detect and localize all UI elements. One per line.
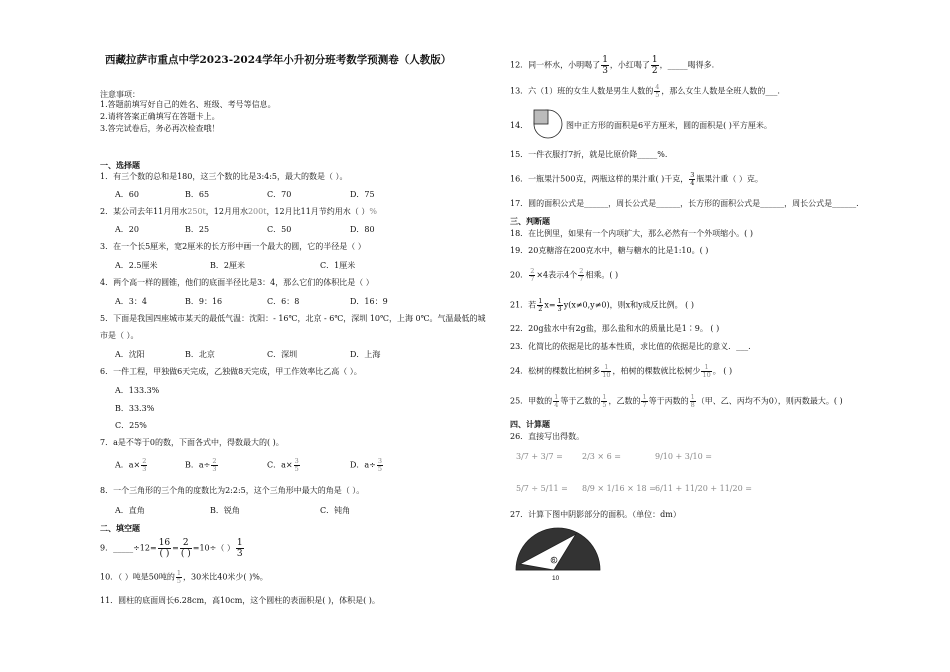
option: C．a× $\frac{3}{5}$ (267, 457, 299, 473)
figure-label-inner: 6 (552, 558, 556, 564)
question-11: 11．圆柱的底面周长6.28cm，高10cm，这个圆柱的表面积是( )，体积是( )。 (100, 596, 380, 605)
option: C．50 (267, 225, 292, 234)
fraction: $\frac{2}{3}$ (212, 457, 217, 473)
fraction: $\frac{4}{5}$ (655, 83, 660, 99)
fraction: $\frac{1}{3}$ (602, 55, 608, 76)
question-9: 9．_____÷12= $\frac{16}{( )}$ = $\frac{2}{( )}$ =10÷（ ） $\frac{1}{3}$ (100, 538, 243, 559)
section-choice: 一、选择题 (100, 160, 140, 170)
option: C．25% (115, 421, 147, 430)
question-12: 12．同一杯水，小明喝了 $\frac{1}{3}$ ，小红喝了 $\frac{1}{2}$ ，_____喝得多. (510, 55, 715, 76)
section-judge: 三、判断题 (510, 216, 550, 226)
section-calc: 四、计算题 (510, 419, 550, 429)
question-2: 2．某公司去年11月用水250t，12月用水200t，12月比11月节约用水（ ）% (100, 207, 377, 216)
question-17: 17．圆的面积公式是______，周长公式是______，长方形的面积公式是______，周长公式是______. (510, 199, 859, 208)
option: B．北京 (185, 350, 215, 359)
option: B．a÷ $\frac{2}{3}$ (185, 457, 217, 473)
question-1: 1．有三个数的总和是180，这三个数的比是3:4:5，最大的数是（ ）。 (100, 172, 348, 181)
question-14-number: 14． (510, 121, 529, 130)
question-25: 25．甲数的 $\frac{1}{4}$ 等于乙数的 $\frac{1}{5}$ ，乙数的 $\frac{1}{7}$ 等于丙数的 $\frac{1}{8}$ （甲、乙、丙均不为0），则丙数最大。( ) (510, 393, 843, 409)
fraction: $\frac{2}{7}$ (579, 267, 584, 283)
calc-item: 8/9 × 1/16 × 18 = (582, 484, 656, 493)
fraction: $\frac{1}{5}$ (602, 393, 607, 409)
question-19: 19．20克糖溶在200克水中，糖与糖水的比是1:10。( ) (510, 246, 709, 255)
question-24: 24．松树的棵数比柏树多 $\frac{1}{10}$ ，柏树的棵数就比松树少 $\frac{1}{10}$ 。 ( ) (510, 363, 733, 379)
question-14: 图中正方形的面积是6平方厘米，圆的面积是( )平方厘米。 (566, 121, 772, 130)
option: A．直角 (115, 506, 145, 515)
question-18: 18．在比例里，如果有一个内项扩大，那么必然有一个外项缩小。( ) (510, 229, 753, 238)
option: A．133.3% (115, 386, 160, 395)
calc-item: 6/11 + 11/20 + 11/20 = (655, 484, 752, 493)
option: A．a× $\frac{2}{3}$ (115, 457, 147, 473)
option: B．33.3% (115, 404, 155, 413)
option: B．9：16 (185, 297, 223, 306)
question-10: 10．（ ）吨是50吨的 $\frac{1}{5}$ ，30米比40米少( )%。 (100, 569, 268, 585)
option: C．钝角 (320, 506, 351, 515)
question-16: 16．一瓶果汁500克，两瓶这样的果汁重( )千克， $\frac{3}{4}$ 瓶果汁重（ ）克。 (510, 171, 763, 187)
question-23: 23．化简比的依据是比的基本性质，求比值的依据是比的意义．___. (510, 342, 751, 351)
question-21: 21．若 $\frac{1}{2}$ x= $\frac{1}{3}$ y(x≠0,y≠0)，则x和y成反比例。 ( ) (510, 297, 694, 313)
option: D．上海 (350, 350, 381, 359)
question-26: 26．直接写出得数。 (510, 432, 585, 441)
fraction: $\frac{1}{4}$ (554, 393, 559, 409)
option: C．深圳 (267, 350, 298, 359)
option: D．16：9 (350, 297, 388, 306)
fraction: $\frac{2}{7}$ (530, 267, 535, 283)
fraction: $\frac{3}{4}$ (690, 171, 695, 187)
note-item: 2.请将答案正确填写在答题卡上。 (100, 112, 220, 121)
calc-item: 2/3 × 6 = (582, 452, 621, 461)
fraction: $\frac{3}{5}$ (377, 457, 383, 473)
option: C．70 (267, 190, 292, 199)
option: B．锐角 (210, 506, 240, 515)
fraction: $\frac{2}{3}$ (142, 457, 147, 473)
option: B．25 (185, 225, 210, 234)
question-8: 8．一个三角形的三个角的度数比为2:2:5，这个三角形中最大的角是（ ）。 (100, 486, 365, 495)
fraction: $\frac{1}{10}$ (602, 363, 611, 379)
question-3: 3．在一个长5厘米，宽2厘米的长方形中画一个最大的圆，它的半径是（ ） (100, 242, 366, 251)
fraction: $\frac{1}{10}$ (702, 363, 711, 379)
question-13: 13．六（1）班的女生人数是男生人数的 $\frac{4}{5}$ ，那么女生人数是全班人数的___. (510, 83, 780, 99)
exam-title: 西藏拉萨市重点中学2023-2024学年小升初分班考数学预测卷（人教版） (105, 54, 452, 66)
question-5-cont: 市是（ ）。 (100, 331, 139, 340)
option: A．20 (115, 225, 139, 234)
notes-heading: 注意事项： (100, 90, 140, 99)
calc-item: 5/7 ÷ 5/11 = (516, 484, 568, 493)
question-20: 20． $\frac{2}{7}$ ×4表示4个 $\frac{2}{7}$ 相乘。( ) (510, 267, 619, 283)
fraction: $\frac{1}{3}$ (557, 297, 562, 313)
question-22: 22．20g盐水中有2g盐，那么盐和水的质量比是1∶9。 ( ) (510, 324, 720, 333)
fraction: $\frac{1}{7}$ (642, 393, 647, 409)
question-27: 27．计算下图中阴影部分的面积。（单位：dm） (510, 510, 681, 519)
option: C．1厘米 (320, 261, 356, 270)
fraction: $\frac{1}{8}$ (690, 393, 695, 409)
option: B．65 (185, 190, 210, 199)
option: C．6：8 (267, 297, 300, 306)
calc-item: 9/10 + 3/10 = (655, 452, 712, 461)
option: B．2厘米 (210, 261, 245, 270)
option: D．80 (350, 225, 375, 234)
option: A．3：4 (115, 297, 147, 306)
note-item: 3.答完试卷后，务必再次检查哦！ (100, 124, 220, 133)
fraction: $\frac{2}{( )}$ (180, 538, 191, 559)
note-item: 1.答题前填写好自己的姓名、班级、考号等信息。 (100, 100, 276, 109)
fraction: $\frac{1}{3}$ (236, 538, 243, 559)
fraction: $\frac{1}{5}$ (176, 569, 182, 585)
calc-item: 3/7 + 3/7 = (516, 452, 563, 461)
fraction: $\frac{3}{5}$ (294, 457, 299, 473)
fraction: $\frac{1}{2}$ (651, 55, 658, 76)
question-15: 15．一件衣服打7折，就是比原价降_____%. (510, 150, 668, 159)
question-4: 4．两个高一样的圆锥，他们的底面半径比是3：4，那么它们的体积比是（ ） (100, 278, 374, 287)
square-circle-figure (531, 108, 565, 140)
option: D．a÷ $\frac{3}{5}$ (350, 457, 383, 473)
question-7: 7．a是不等于0的数，下面各式中，得数最大的( )。 (100, 438, 284, 447)
option: A．沈阳 (115, 350, 145, 359)
option: A．60 (115, 190, 139, 199)
option: A．2.5厘米 (115, 261, 158, 270)
question-5: 5．下面是我国四座城市某天的最低气温：沈阳：- 16℃，北京 - 6℃，深圳 10℃，上海 0℃。气温最低的城 (100, 314, 486, 323)
fraction: $\frac{1}{2}$ (538, 297, 543, 313)
section-fill: 二、填空题 (100, 523, 140, 533)
fraction: $\frac{16}{( )}$ (158, 538, 171, 559)
figure-label-bottom: 10 (552, 575, 560, 582)
semicircle-figure (512, 524, 604, 584)
question-6: 6．一件工程，甲独做6天完成，乙独做8天完成，甲工作效率比乙高（ ）。 (100, 367, 362, 376)
option: D．75 (350, 190, 375, 199)
